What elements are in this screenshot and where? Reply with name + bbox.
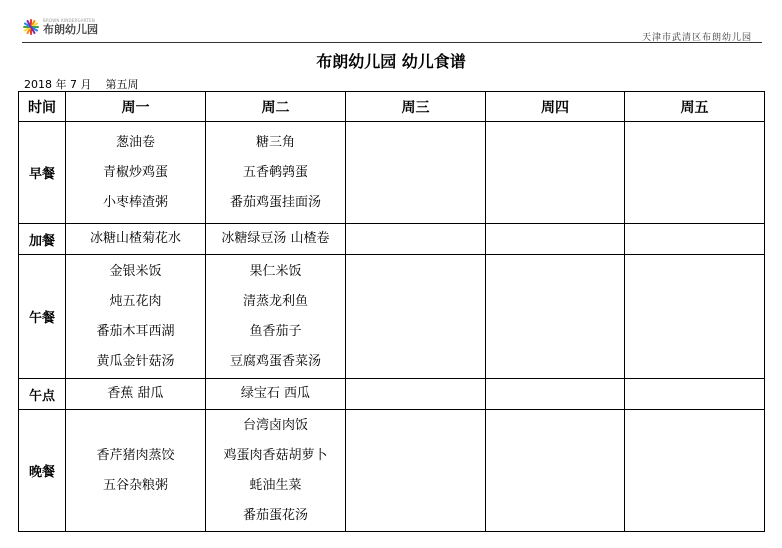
menu-cell-thu [486, 379, 625, 410]
menu-cell-fri [625, 122, 765, 224]
table-row [19, 379, 765, 410]
menu-cell-fri [625, 224, 765, 255]
menu-cell-wed [346, 122, 486, 224]
dish-item: 黄瓜金针菇汤 [96, 353, 175, 369]
menu-cell-mon [66, 379, 206, 410]
column-header-mon: 周一 [66, 92, 206, 122]
dish-item: 番茄蛋花汤 [242, 507, 308, 523]
dish-item: 五香鹌鹑蛋 [242, 164, 308, 180]
week-label: 第五周 [105, 78, 139, 91]
menu-cell-mon [66, 122, 206, 224]
menu-cell-thu [486, 122, 625, 224]
dish-item: 豆腐鸡蛋香菜汤 [229, 353, 321, 369]
dish-item: 青椒炒鸡蛋 [102, 164, 168, 180]
dish-item: 炖五花肉 [109, 293, 162, 309]
date-info [24, 76, 138, 92]
dish-item: 蚝油生菜 [249, 477, 302, 493]
page-header [22, 14, 762, 44]
column-header-tue: 周二 [206, 92, 346, 122]
table-row [19, 224, 765, 255]
column-header-wed: 周三 [346, 92, 486, 122]
dish-item: 金银米饭 [109, 263, 162, 279]
menu-table [18, 91, 765, 532]
dish-item: 清蒸龙利鱼 [242, 293, 308, 309]
column-header-fri: 周五 [625, 92, 765, 122]
menu-cell-tue [206, 379, 346, 410]
menu-cell-fri [625, 410, 765, 532]
menu-cell-wed [346, 224, 486, 255]
dish-item: 五谷杂粮粥 [102, 477, 168, 493]
dish-item: 番茄鸡蛋挂面汤 [229, 194, 321, 210]
menu-cell-thu [486, 224, 625, 255]
dish-item: 葱油卷 [115, 134, 155, 150]
dish-item: 冰糖绿豆汤 山楂卷 [221, 231, 330, 246]
menu-cell-tue [206, 255, 346, 379]
menu-cell-mon [66, 255, 206, 379]
school-location: 天津市武清区布朗幼儿园 [641, 33, 752, 43]
menu-cell-wed [346, 410, 486, 532]
dish-item: 香芹猪肉蒸饺 [96, 447, 175, 463]
meal-label-lunch: 午餐 [19, 255, 66, 379]
menu-cell-tue [206, 410, 346, 532]
menu-cell-fri [625, 255, 765, 379]
menu-cell-mon [66, 410, 206, 532]
column-header-thu: 周四 [486, 92, 625, 122]
table-row [19, 255, 765, 379]
dish-item: 冰糖山楂菊花水 [89, 231, 181, 246]
table-row [19, 410, 765, 532]
header-divider [22, 42, 762, 43]
menu-cell-wed [346, 255, 486, 379]
dish-item: 鸡蛋肉香菇胡萝卜 [223, 447, 328, 463]
meal-label-afternoon-snack: 午点 [19, 379, 66, 410]
menu-cell-thu [486, 255, 625, 379]
table-header-row [19, 92, 765, 122]
dish-item: 果仁米饭 [249, 263, 302, 279]
menu-cell-wed [346, 379, 486, 410]
column-header-time: 时间 [19, 92, 66, 122]
page-title: 布朗幼儿园 幼儿食谱 [316, 52, 466, 71]
menu-cell-fri [625, 379, 765, 410]
dish-item: 番茄木耳西湖 [96, 323, 175, 339]
dish-item: 香蕉 甜瓜 [107, 386, 164, 401]
dish-item: 绿宝石 西瓜 [240, 386, 311, 401]
meal-label-snack: 加餐 [19, 224, 66, 255]
menu-cell-tue [206, 224, 346, 255]
month-label: 2018 年 7 月 [24, 78, 92, 91]
menu-cell-thu [486, 410, 625, 532]
dish-item: 小枣棒渣粥 [102, 194, 168, 210]
flower-logo-icon [22, 18, 40, 36]
meal-label-dinner: 晚餐 [19, 410, 66, 532]
table-row [19, 122, 765, 224]
school-logo [22, 14, 98, 40]
menu-cell-mon [66, 224, 206, 255]
dish-item: 台湾卤肉饭 [242, 417, 308, 433]
meal-label-breakfast: 早餐 [19, 122, 66, 224]
menu-cell-tue [206, 122, 346, 224]
dish-item: 糖三角 [255, 134, 295, 150]
dish-item: 鱼香茄子 [249, 323, 302, 339]
logo-name: 布朗幼儿园 [43, 23, 98, 36]
logo-english-text: BROWN KINDERGARTEN [43, 18, 95, 23]
